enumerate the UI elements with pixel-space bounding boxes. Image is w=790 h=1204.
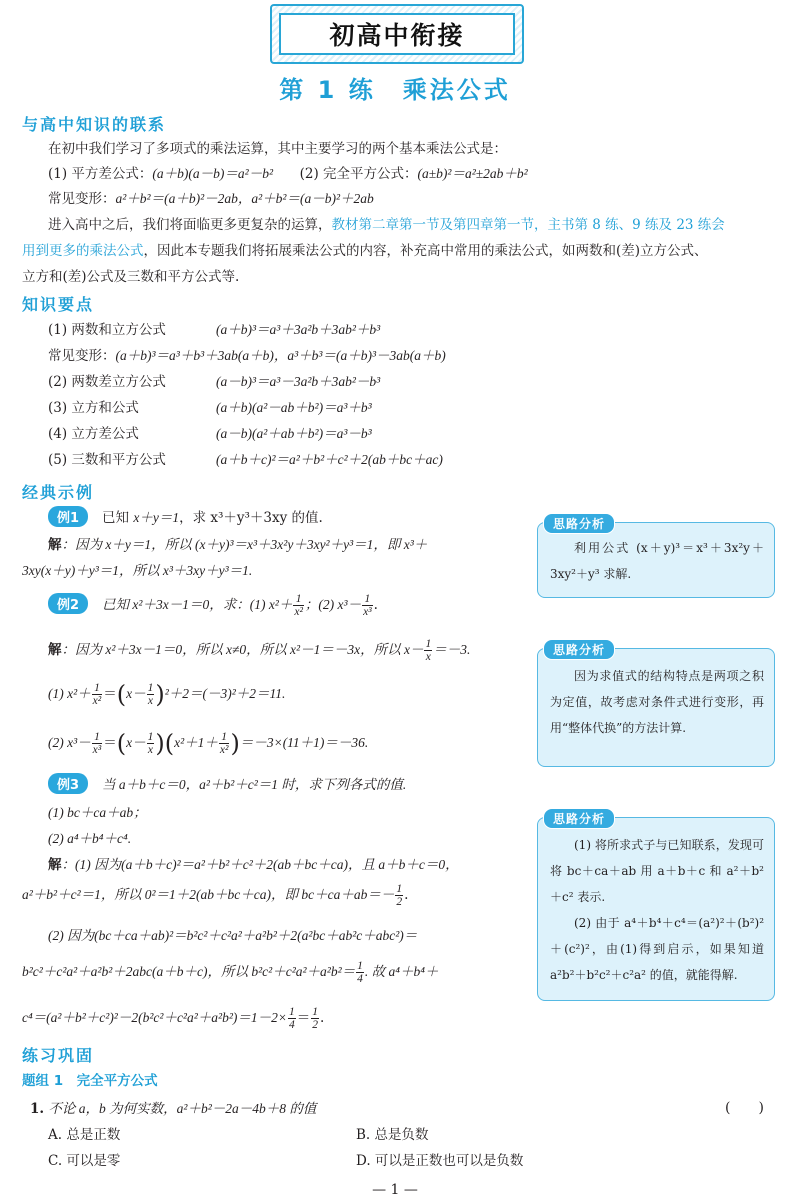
part-label: (2) x³－ [48, 735, 91, 751]
analysis-paragraph: (2) 由于 a⁴＋b⁴＋c⁴＝(a²)²＋(b²)²＋(c²)²，由(1)得到启示，如果知道 a²b²＋b²c²＋c²a² 的值，就能得解. [550, 916, 764, 982]
example2-question: 例2 已知 x²＋3x－1＝0，求：(1) x²＋ $\frac{1}{\text{x²}}$ ；(2) x³－ $\frac{1}{\text{x³}}$ . [48, 593, 378, 618]
fraction: $\frac{1}{x}$ [425, 638, 432, 664]
question-text: 当 a＋b＋c＝0，a²＋b²＋c²＝1 时，求下列各式的值. [102, 777, 407, 792]
analysis-tag: 思路分析 [543, 808, 615, 829]
section-heading-practice: 练习巩固 [22, 1046, 95, 1065]
example3-badge: 例3 [48, 773, 88, 794]
fraction: $\frac{1}{\text{x²}}$ [92, 682, 102, 708]
formula-expr: (a＋b)(a－b)＝a²－b² [152, 166, 273, 181]
fraction: $\frac{1}{x}$ [147, 731, 154, 757]
key-point-formula: (a＋b＋c)²＝a²＋b²＋c²＋2(ab＋bc＋ac) [216, 452, 443, 467]
key-point-formula: (a＋b)(a²－ab＋b²)＝a³＋b³ [216, 400, 372, 415]
example2-solution: 解：因为 x²＋3x－1＝0，所以 x≠0，所以 x²－1＝－3x，所以 x－ $\frac{1}{x}$ ＝－3. [48, 638, 471, 664]
option-a[interactable]: A. 总是正数 [48, 1127, 121, 1143]
fraction: $\frac{1}{\text{x²}}$ [294, 593, 303, 619]
analysis-text: 因为求值式的结构特点是两项之积为定值，故考虑对条件式进行变形，再用“整体代换”的方法计算. [550, 669, 764, 735]
analysis-tag: 思路分析 [543, 513, 615, 534]
section-heading-examples: 经典示例 [22, 483, 95, 502]
analysis-tag: 思路分析 [543, 639, 615, 660]
header-inner-frame [279, 13, 515, 55]
key-point-label: (1) 两数和立方公式 [48, 322, 166, 338]
solution-label: 解 [48, 642, 62, 659]
connection-paragraph-line1 [48, 213, 725, 233]
connection-paragraph-line3: 立方和(差)公式及三数和平方公式等. [22, 269, 240, 285]
key-point-row [48, 396, 372, 416]
analysis-box-1 [537, 517, 775, 598]
formula-line-basic [48, 162, 528, 182]
example1-solution-line1 [48, 533, 427, 553]
question-number: 1. [30, 1101, 45, 1117]
analysis-text: 利用公式 (x＋y)³＝x³＋3x²y＋3xy²＋y³ 求解. [550, 541, 764, 581]
key-point-label: (3) 立方和公式 [48, 400, 139, 416]
formula-label: (2) 完全平方公式： [299, 166, 418, 182]
key-point-label: (4) 立方差公式 [48, 426, 139, 442]
formula-label: (1) 平方差公式： [48, 166, 153, 182]
exercise-group-title: 题组 1 完全平方公式 [22, 1073, 158, 1089]
key-point-row [48, 448, 443, 468]
solution-text: ：因为 x＋y＝1，所以 (x＋y)³＝x³＋3x²y＋3xy²＋y³＝1，即 x³＋ [61, 537, 428, 552]
analysis-paragraph: (1) 将所求式子与已知联系，发现可将 bc＋ca＋ab 用 a＋b＋c 和 a²＋b²＋c² 表示. [550, 838, 764, 904]
key-point-formula: (a＋b)³＝a³＋3a²b＋3ab²＋b³ [216, 322, 381, 337]
key-point-label: 常见变形： [48, 348, 116, 364]
example3-item2: (2) a⁴＋b⁴＋c⁴. [48, 831, 132, 846]
key-point-row [48, 422, 372, 442]
example3-solution-line3: (2) 因为(bc＋ca＋ab)²＝b²c²＋c²a²＋a²b²＋2(a²bc＋ab²c＋abc²)＝ [48, 928, 418, 943]
option-d[interactable]: D. 可以是正数也可以是负数 [356, 1153, 524, 1169]
example2-part2: (2) x³－ $\frac{1}{\text{x³}}$ ＝(x－ $\frac{1}{x}$ )(x²＋1＋ $\frac{1}{\text{x²}}$ )＝－3×(11＋1)＝－36. [48, 729, 369, 758]
example3-item1: (1) bc＋ca＋ab； [48, 805, 147, 820]
fraction: $\frac{1}{\text{x²}}$ [219, 731, 229, 757]
key-point-row [48, 318, 380, 338]
key-point-formula: (a－b)³＝a³－3a²b＋3ab²－b³ [216, 374, 381, 389]
fraction: $\frac{1}{x}$ [147, 682, 154, 708]
example1-badge: 例1 [48, 506, 88, 527]
connection-intro: 在初中我们学习了多项式的乘法运算，其中主要学习的两个基本乘法公式是： [48, 141, 507, 157]
analysis-box-2 [537, 643, 775, 767]
paragraph-highlight: 教材第二章第一节及第四章第一节，主书第 8 练、9 练及 23 练会 [331, 217, 725, 233]
paragraph-highlight: 用到更多的乘法公式 [22, 243, 144, 259]
example3-solution-line2: a²＋b²＋c²＝1，所以 0²＝1＋2(ab＋bc＋ca)，即 bc＋ca＋ab＝－ $\frac{1}{2}$ . [22, 883, 409, 909]
question-1 [30, 1097, 316, 1117]
analysis-text [550, 832, 764, 988]
example1-question [48, 506, 323, 527]
key-point-row [48, 344, 446, 364]
example3-solution-line5: c⁴＝(a²＋b²＋c²)²－2(b²c²＋c²a²＋a²b²)＝1－2× $\frac{1}{4}$ ＝ $\frac{1}{2}$ . [22, 1006, 325, 1032]
key-point-row [48, 370, 380, 390]
question-text: 不论 a，b 为何实数，a²＋b²－2a－4b＋8 的值 [48, 1101, 317, 1116]
fraction: $\frac{1}{\text{x³}}$ [363, 593, 372, 619]
section-heading-connection: 与高中知识的联系 [22, 115, 167, 134]
paragraph-text: 进入高中之后，我们将面临更多更复杂的运算， [48, 217, 332, 233]
key-point-formula: (a－b)(a²＋ab＋b²)＝a³－b³ [216, 426, 372, 441]
formula-variant-line [48, 187, 374, 207]
question-text: ，求 x³＋y³＋3xy 的值. [179, 510, 323, 526]
part-label: (1) x²＋ [48, 686, 91, 702]
variant-label: 常见变形： [48, 191, 116, 207]
example3-question [48, 773, 406, 794]
solution-label: 解 [48, 857, 62, 873]
example3-solution-line4: b²c²＋c²a²＋a²b²＋2abc(a＋b＋c)，所以 b²c²＋c²a²＋a²b²＝ $\frac{1}{4}$ . 故 a⁴＋b⁴＋ [22, 960, 439, 986]
fraction: $\frac{1}{4}$ [288, 1006, 295, 1032]
key-point-formula: (a＋b)³＝a³＋b³＋3ab(a＋b)，a³＋b³＝(a＋b)³－3ab(a＋b) [115, 348, 446, 363]
lesson-title: 第 1 练 乘法公式 [279, 76, 511, 104]
example1-solution-line2: 3xy(x＋y)＋y³＝1，所以 x³＋3xy＋y³＝1. [22, 563, 253, 578]
variant-expr: a²＋b²＝(a＋b)²－2ab，a²＋b²＝(a－b)²＋2ab [115, 191, 374, 206]
option-b[interactable]: B. 总是负数 [356, 1127, 429, 1143]
question-text: 已知 x²＋3x－1＝0，求：(1) x²＋ [102, 597, 293, 613]
question-text: ；(2) x³－ [304, 597, 362, 613]
fraction: $\frac{1}{2}$ [396, 883, 403, 909]
question-expr: x＋y＝1 [133, 510, 180, 525]
analysis-box-3 [537, 812, 775, 1001]
header-banner [270, 4, 524, 64]
key-point-label: (2) 两数差立方公式 [48, 374, 166, 390]
fraction: $\frac{1}{2}$ [312, 1006, 318, 1032]
header-title: 初高中衔接 [329, 21, 465, 50]
connection-paragraph-line2 [22, 239, 708, 259]
example2-part1: (1) x²＋ $\frac{1}{\text{x²}}$ ＝(x－ $\frac{1}{x}$ )²＋2＝(－3)²＋2＝11. [48, 680, 286, 709]
key-point-label: (5) 三数和平方公式 [48, 452, 166, 468]
fraction: $\frac{1}{\text{x³}}$ [92, 731, 102, 757]
section-heading-key-points: 知识要点 [22, 295, 95, 314]
paragraph-text: ，因此本专题我们将拓展乘法公式的内容，补充高中常用的乘法公式，如两数和(差)立方公式、 [143, 243, 708, 259]
solution-text: ：因为 x²＋3x－1＝0，所以 x≠0，所以 x²－1＝－3x，所以 x－ [61, 642, 424, 658]
example3-solution-line1 [48, 853, 459, 873]
solution-text: ：(1) 因为(a＋b＋c)²＝a²＋b²＋c²＋2(ab＋bc＋ca)，且 a＋b＋c＝0， [61, 857, 459, 872]
option-c[interactable]: C. 可以是零 [48, 1153, 121, 1169]
fraction: $\frac{1}{4}$ [357, 960, 363, 986]
answer-bracket: ( ) [725, 1100, 764, 1116]
formula-expr: (a±b)²＝a²±2ab＋b² [417, 166, 528, 181]
example2-badge: 例2 [48, 593, 88, 614]
question-text: 已知 [102, 510, 134, 526]
solution-label: 解 [48, 537, 62, 553]
page-number: — 1 — [372, 1182, 418, 1198]
